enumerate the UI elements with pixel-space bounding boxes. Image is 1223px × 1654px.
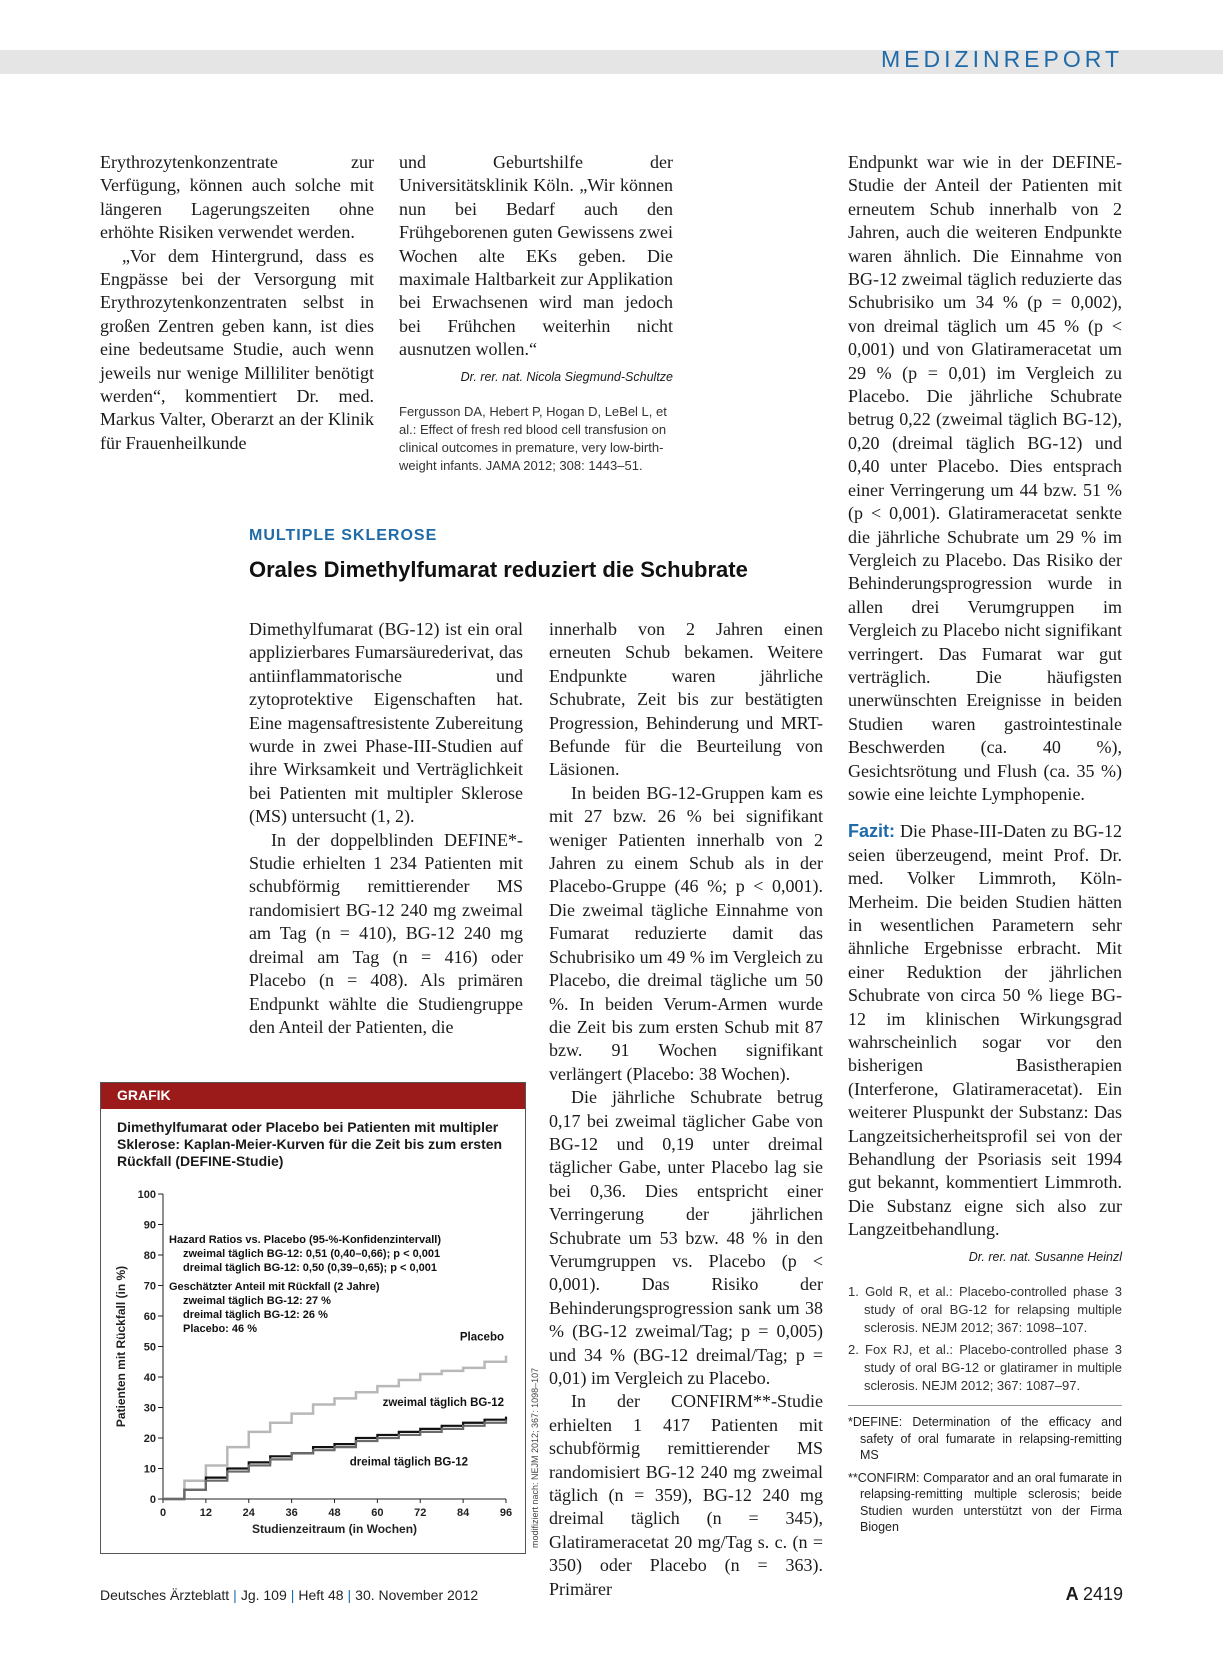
y-tick-label: 40: [143, 1372, 156, 1384]
author-signature: Dr. rer. nat. Nicola Siegmund-Schultze: [460, 369, 673, 384]
article-column-a: [249, 618, 523, 1039]
y-tick-label: 60: [143, 1311, 156, 1323]
prev-article-col2: [399, 151, 673, 475]
section-title: MEDIZINREPORT: [881, 46, 1123, 72]
journal-date: 30. November 2012: [355, 1587, 479, 1603]
footnotes: [848, 1405, 1122, 1536]
reference-list: [848, 1283, 1122, 1395]
author-signature: Dr. rer. nat. Susanne Heinzl: [968, 1249, 1122, 1264]
fazit-paragraph: [848, 820, 1122, 1241]
reference: Fergusson DA, Hebert P, Hogan D, LeBel L, et al.: Effect of fresh red blood cell transfusion on clinical outcomes in premature, very low-birth-weight infants. JAMA 2012; 308: 1443–51.: [399, 404, 667, 474]
y-axis-label: Patienten mit Rückfall (in %): [114, 1265, 128, 1428]
x-tick-label: 36: [285, 1507, 298, 1519]
y-tick-label: 50: [143, 1341, 156, 1354]
x-tick-label: 0: [159, 1507, 167, 1519]
y-tick-label: 0: [149, 1494, 156, 1506]
y-tick-label: 70: [143, 1280, 156, 1293]
footnote: **CONFIRM: Comparator and an oral fumarate in relapsing-remitting multiple sclerosis; beide Studien wurden unterstützt von der Firma Biogen: [848, 1470, 1122, 1535]
x-tick-label: 24: [242, 1507, 255, 1519]
chart-annotation: Geschätzter Anteil mit Rückfall (2 Jahre): [169, 1281, 380, 1293]
page-footer: [100, 1587, 478, 1603]
chart-annotation: Hazard Ratios vs. Placebo (95-%-Konfidenzintervall): [169, 1234, 442, 1246]
footer-separator: |: [290, 1587, 295, 1603]
fazit-label: Fazit:: [848, 821, 895, 842]
figure-credit: modifiziert nach: NEJM 2012; 367: 1098–107: [530, 1367, 540, 1548]
footer-separator: |: [347, 1587, 352, 1603]
article-column-b: [549, 618, 823, 1601]
y-tick-label: 100: [137, 1189, 156, 1201]
y-tick-label: 30: [143, 1402, 156, 1415]
paragraph: innerhalb von 2 Jahren einen erneuten Schub bekamen. Weitere Endpunkte waren jährliche Schubrate, Zeit bis zur bestätigten Progression, Behinderung und MRT-Befunde für die Beurteilung von Läsionen.: [549, 619, 823, 780]
reference-item: 1. Gold R, et al.: Placebo-controlled phase 3 study of oral BG-12 for relapsing multiple sclerosis. NEJM 2012; 367: 1098–107.: [848, 1284, 1122, 1336]
chart-annotation: Placebo: 46 %: [183, 1323, 257, 1335]
series-label: zweimal täglich BG-12: [382, 1396, 504, 1409]
figure-label: GRAFIK: [101, 1083, 525, 1109]
x-tick-label: 12: [199, 1507, 212, 1519]
journal-volume: Jg. 109: [240, 1587, 287, 1603]
chart-annotation: zweimal täglich BG-12: 27 %: [183, 1295, 331, 1307]
article-headline: Orales Dimethylfumarat reduziert die Schubrate: [249, 557, 748, 582]
reference-item: 2. Fox RJ, et al.: Placebo-controlled phase 3 study of oral BG-12 or glatiramer in multiple sclerosis. NEJM 2012; 367: 1087–97.: [848, 1342, 1122, 1394]
series-label: Placebo: [459, 1331, 504, 1344]
x-tick-label: 72: [414, 1507, 427, 1519]
y-tick-label: 80: [143, 1250, 156, 1262]
x-tick-label: 48: [328, 1507, 341, 1519]
paragraph: Dimethylfumarat (BG-12) ist ein oral applizierbares Fumarsäurederivat, das antiinflammatorische und zytoprotektive Eigenschaften hat. Eine magensaftresistente Zubereitung wurde in zwei Phase-III-Studien auf ihre Wirksamkeit und Verträglichkeit bei Patienten mit multipler Sklerose (MS) untersucht (1, 2).: [249, 619, 523, 827]
paragraph: In beiden BG-12-Gruppen kam es mit 27 bzw. 26 % bei signifikant weniger Patienten innerhalb von 2 Jahren zu einem Schub als in der Placebo-Gruppe (46 %; p < 0,001). Die zweimal tägliche Einnahme von Fumarat reduzierte damit das Schubrisiko um 49 % im Vergleich zu Placebo, die dreimal tägliche um 50 %. In beiden Verum-Armen wurde die Zeit bis zum ersten Schub mit 87 bzw. 91 Wochen signifikant verlängert (Placebo: 38 Wochen).: [549, 782, 823, 1084]
chart-annotation: zweimal täglich BG-12: 0,51 (0,40–0,66); p < 0,001: [183, 1248, 441, 1260]
fazit-text: Die Phase-III-Daten zu BG-12 seien überzeugend, meint Prof. Dr. med. Volker Limmroth, Köln-Merheim. Die beiden Studien hätten in wesentlichen Parametern sehr ähnliche Ergebnisse erbracht. Mit einer Reduktion der jährlichen Schubrate von circa 50 % liege BG-12 im klinischen Wirkungsgrad wahrscheinlich sogar vor den bisherigen Basistherapien (Interferone, Glatirameracetat). Ein weiterer Pluspunkt der Substanz: Das Langzeitsicherheitsprofil sei von der Behandlung der Psoriasis seit 1994 gut bekannt, kommentiert Limmroth. Die Substanz eigne sich also zur Langzeitbehandlung.: [848, 821, 1122, 1240]
article-column-c: [848, 151, 1122, 1542]
footer-separator: |: [233, 1587, 237, 1603]
journal-name: Deutsches Ärzteblatt: [100, 1587, 230, 1603]
y-tick-label: 90: [143, 1219, 156, 1232]
paragraph: Endpunkt war wie in der DEFINE-Studie der Anteil der Patienten mit erneutem Schub innerhalb von 2 Jahren, auch die weiteren Endpunkte waren ähnlich. Die Einnahme von BG-12 zweimal täglich reduzierte das Schubrisiko um 34 % (p = 0,002), von dreimal täglich um 45 % (p < 0,001) und von Glatirameracetat um 29 % (p = 0,01) im Vergleich zu Placebo. Die jährliche Schubrate betrug 0,22 (zweimal täglich BG-12), 0,20 (dreimal täglich BG-12) und 0,40 unter Placebo. Dies entsprach einer Verringerung um 44 bzw. 51 % (p < 0,001). Glatirameracetat senkte die jährliche Schubrate um 29 % im Vergleich zu Placebo. Das Risiko der Behinderungsprogression wurde in allen drei Verumgruppen im Vergleich zu Placebo nicht signifikant verringert. Das Fumarat war gut verträglich. Die häufigsten unerwünschten Ereignisse in beiden Studien waren gastrointestinale Beschwerden (ca. 40 %), Gesichtsrötung und Flush (ca. 35 %) sowie eine leichte Lymphopenie.: [848, 152, 1122, 804]
y-tick-label: 10: [143, 1463, 156, 1476]
chart-annotation: dreimal täglich BG-12: 0,50 (0,39–0,65); p < 0,001: [183, 1262, 438, 1274]
paragraph: „Vor dem Hintergrund, dass es Engpässe bei der Versorgung mit Erythrozytenkonzentraten selbst in großen Zentren geben kann, ist dies eine bedeutsame Studie, auch wenn jeweils nur wenige Milliliter benötigt werden“, kommentiert Dr. med. Markus Valter, Oberarzt an der Klinik für Frauenheilkunde: [100, 245, 374, 453]
article-kicker: MULTIPLE SKLEROSE: [249, 527, 438, 544]
journal-issue: Heft 48: [298, 1587, 344, 1603]
page-prefix: A: [1065, 1584, 1078, 1604]
x-tick-label: 96: [499, 1507, 513, 1519]
paragraph: und Geburtshilfe der Universitätsklinik Köln. „Wir können nun bei Bedarf auch den Frühgeborenen guten Gewissens zwei Wochen alte EKs geben. Die maximale Haltbarkeit zur Applikation bei Erwachsenen wird man jedoch bei Frühchen weiterhin nicht ausnutzen wollen.“: [399, 152, 673, 360]
figure-box: [100, 1082, 526, 1554]
x-axis-label: Studienzeitraum (in Wochen): [251, 1522, 418, 1536]
paragraph: Die jährliche Schubrate betrug 0,17 bei zweimal täglicher Gabe von BG-12 und 0,19 unter dreimal täglicher Gabe, unter Placebo lag sie bei 0,36. Dies entspricht einer Verringerung der jährlichen Schubrate um 53 bzw. 48 % in den Verumgruppen vs. Placebo (p < 0,001). Das Risiko der Behinderungsprogression sank um 38 % (BG-12 zweimal/Tag; p = 0,005) und 34 % (BG-12 dreimal/Tag; p = 0,01) im Vergleich zu Placebo.: [549, 1087, 823, 1388]
prev-article-col1: [100, 151, 374, 455]
paragraph: In der doppelblinden DEFINE*-Studie erhielten 1 234 Patienten mit schubförmig remittierender MS randomisiert BG-12 240 mg zweimal am Tag (n = 410), BG-12 240 mg dreimal am Tag (n = 416) oder Placebo (n = 408). Als primären Endpunkt wählte die Studiengruppe den Anteil der Patienten, die: [249, 829, 523, 1037]
series-label: dreimal täglich BG-12: [349, 1456, 468, 1469]
kaplan-meier-chart: [101, 1083, 525, 1553]
paragraph: Erythrozytenkonzentrate zur Verfügung, können auch solche mit längeren Lagerungszeiten ohne erhöhte Risiken verwendet werden.: [100, 152, 374, 243]
x-tick-label: 60: [371, 1507, 384, 1519]
y-tick-label: 20: [143, 1433, 156, 1445]
chart-annotation: dreimal täglich BG-12: 26 %: [183, 1309, 328, 1321]
paragraph: In der CONFIRM**-Studie erhielten 1 417 Patienten mit schubförmig remittierender MS randomisiert BG-12 240 mg zweimal täglich (n = 359), BG-12 240 mg dreimal täglich (n = 345), Glatirameracetat 20 mg/Tag s. c. (n = 350) oder Placebo (n = 363). Primärer: [549, 1391, 823, 1599]
figure-title: Dimethylfumarat oder Placebo bei Patienten mit multipler Sklerose: Kaplan-Meier-Kurven für die Zeit bis zum ersten Rückfall (DEFINE-Studie): [117, 1119, 503, 1169]
footnote: *DEFINE: Determination of the efficacy and safety of oral fumarate in relapsing-remitting MS: [848, 1415, 1122, 1463]
page-number: [1066, 1584, 1123, 1605]
page-number-value: 2419: [1082, 1584, 1123, 1604]
x-tick-label: 84: [457, 1507, 470, 1519]
